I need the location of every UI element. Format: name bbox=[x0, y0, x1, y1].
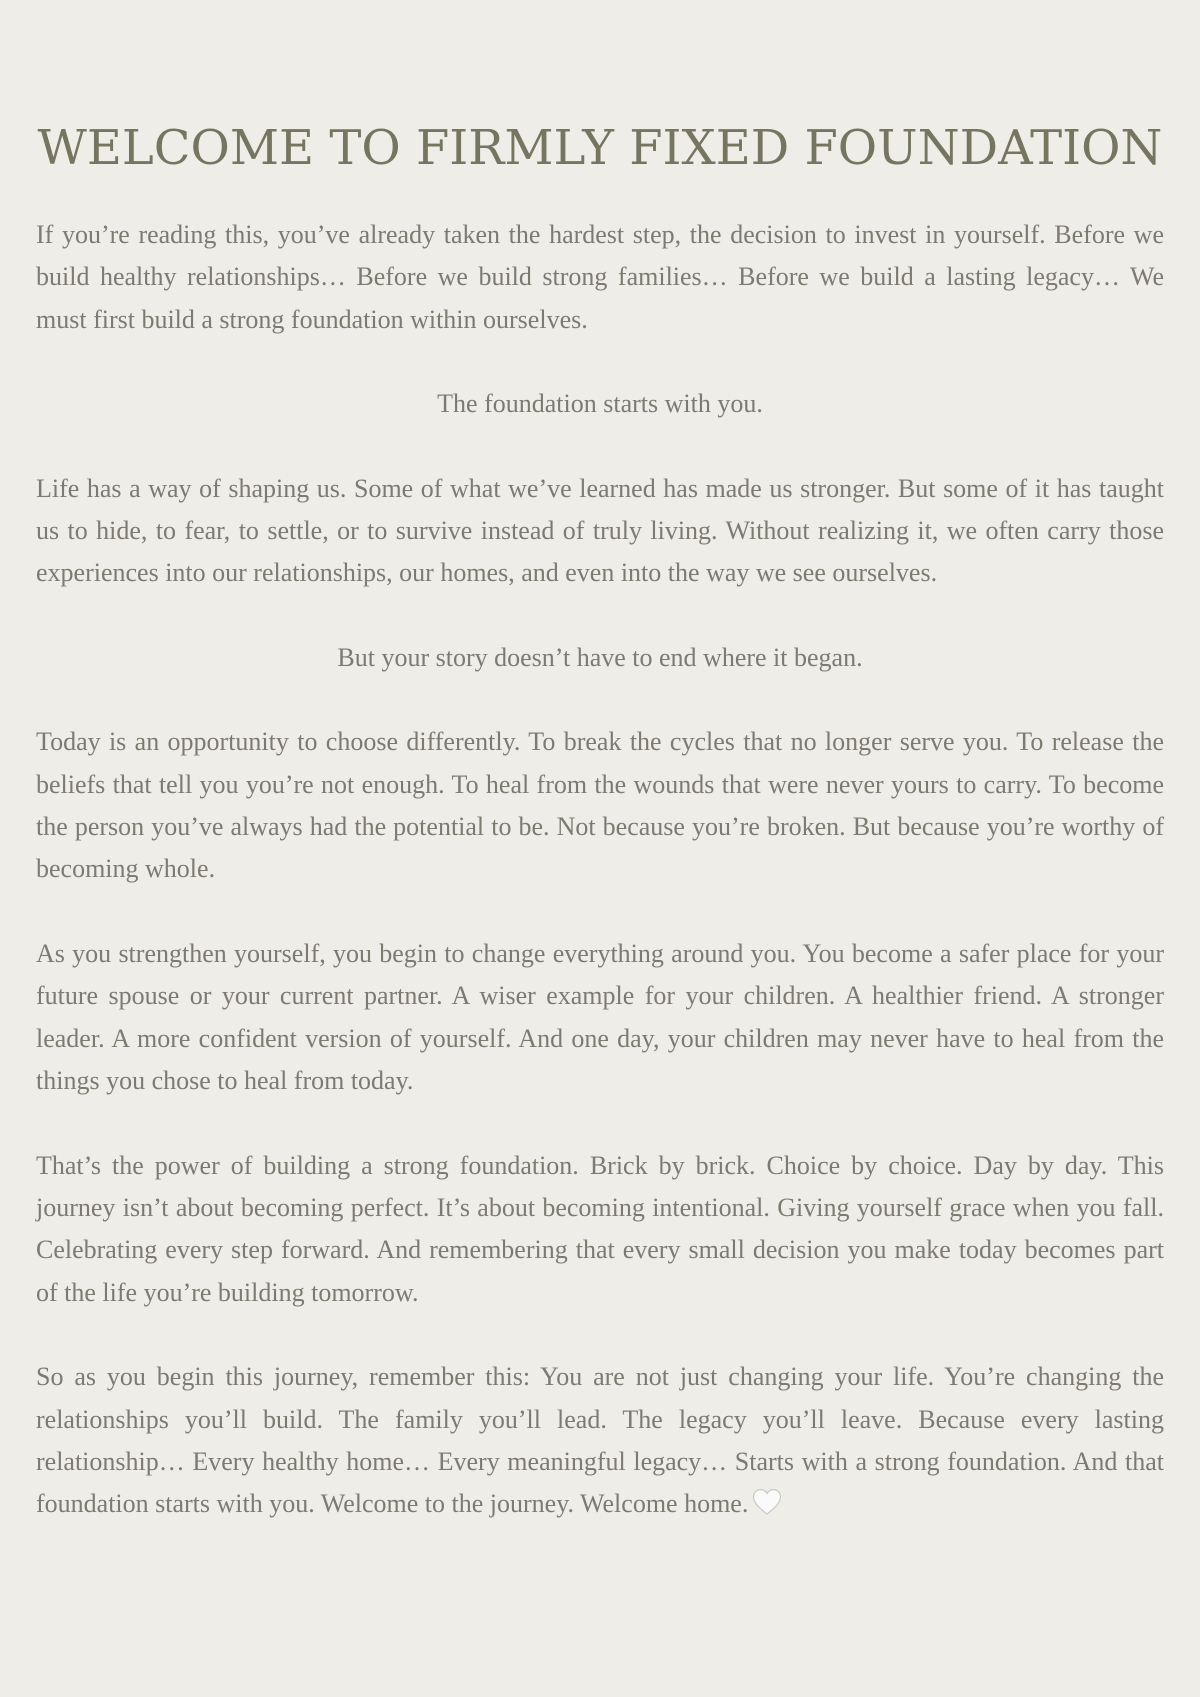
foundation-statement: The foundation starts with you. bbox=[437, 389, 763, 419]
white-heart-shape bbox=[752, 1488, 782, 1516]
strengthen-yourself-paragraph: As you strengthen yourself, you begin to change everything around you. You become a safer place for your future spouse or your current partner. A wiser example for your children. A healthier friend. A stronger leader. A more confident version of yourself. And one day, your children may never have to heal from the things you chose to heal from today. bbox=[36, 938, 1164, 1096]
choose-differently-paragraph: Today is an opportunity to choose differently. To break the cycles that no longer serve you. To release the beliefs that tell you you’re not enough. To heal from the wounds that were never yours to carry. To become the person you’ve always had the potential to be. Not because you’re broken. But because you’re worthy of becoming whole. bbox=[36, 727, 1164, 884]
white-heart-icon bbox=[752, 1487, 782, 1529]
power-of-foundation-paragraph: That’s the power of building a strong foundation. Brick by brick. Choice by choice. Day by day. This journey isn’t about becoming perfect. It’s about becoming intentional. Giving yourself grace when you fall. Celebrating every step forward. And remembering that every small decision you make today becomes part of the life you’re building tomorrow. bbox=[36, 1150, 1164, 1307]
closing-text: So as you begin this journey, remember this: You are not just changing your life. You’re changing the relationships you’ll build. The family you’ll lead. The legacy you’ll leave. Because every lasting relationship… Every healthy home… Every meaningful legacy… Starts with a strong foundation. And that foundation starts with you. Welcome to the journey. Welcome home. bbox=[36, 1362, 1164, 1519]
story-statement: But your story doesn’t have to end where it began. bbox=[337, 642, 863, 672]
life-shaping-paragraph: Life has a way of shaping us. Some of what we’ve learned has made us stronger. But some of it has taught us to hide, to fear, to settle, or to survive instead of truly living. Without realizing it, we often carry those experiences into our relationships, our homes, and even into the way we see ourselves. bbox=[36, 473, 1164, 588]
intro-paragraph: If you’re reading this, you’ve already taken the hardest step, the decision to invest in yourself. Before we build healthy relationships… Before we build strong families… Before we build a lasting legacy… We must first build a strong foundation within ourselves. bbox=[36, 220, 1164, 334]
page-title: WELCOME TO FIRMLY FIXED FOUNDATION bbox=[37, 120, 1163, 176]
closing-paragraph bbox=[36, 1356, 1164, 1530]
